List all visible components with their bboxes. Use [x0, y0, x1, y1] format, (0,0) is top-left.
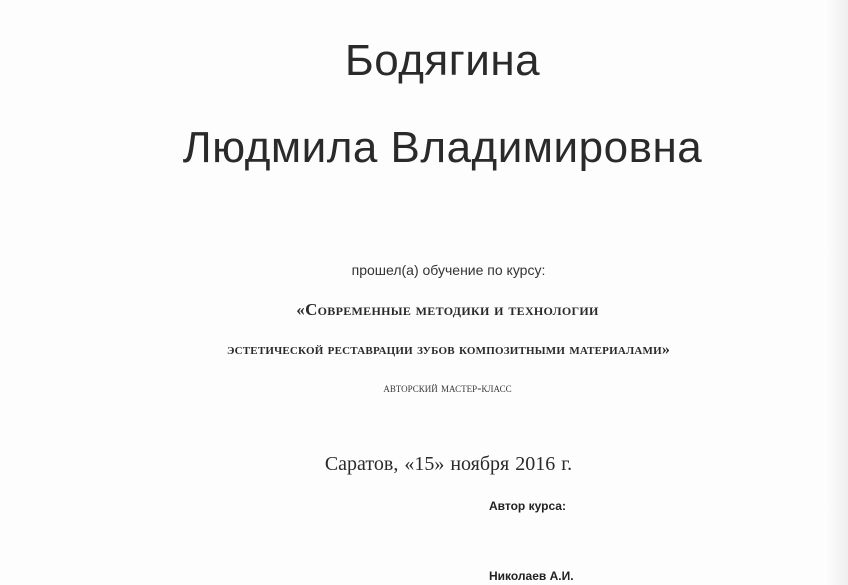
- place-and-date: Саратов, «15» ноября 2016 г.: [324, 453, 573, 475]
- course-author-name: Николаев А.И.: [489, 569, 574, 583]
- course-author-label: Автор курса:: [489, 499, 566, 513]
- course-title-line-1: «Современные методики и технологии: [296, 300, 599, 319]
- passed-course-text: прошел(а) обучение по курсу:: [351, 262, 546, 278]
- page-edge-shadow: [826, 0, 848, 585]
- course-type: авторский мастер-класс: [383, 380, 512, 395]
- recipient-given-names: Людмила Владимировна: [182, 123, 703, 172]
- course-title-line-2: эстетической реставрации зубов композитными материалами»: [226, 341, 671, 358]
- recipient-surname: Бодягина: [344, 36, 541, 85]
